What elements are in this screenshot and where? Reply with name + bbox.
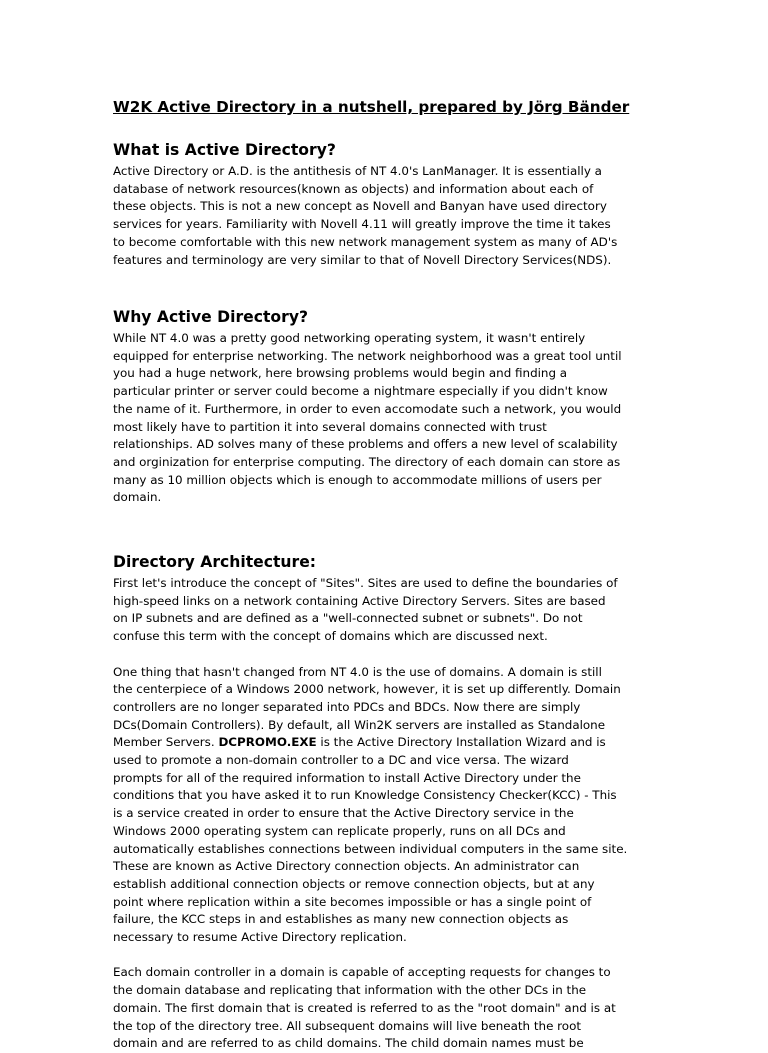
section-what-is-ad xyxy=(113,140,661,269)
document-title: W2K Active Directory in a nutshell, prepared by Jörg Bänder xyxy=(113,98,630,116)
section-paragraph: Active Directory or A.D. is the antithesis of NT 4.0's LanManager. It is essentially a database of network resources(known as objects) and information about each of these objects. This is not a new concept as Novell and Banyan have used directory services for years. Familiarity with Novell 4.11 will greatly improve the time it takes to become comfortable with this new network management system as many of AD's features and terminology are very similar to that of Novell Directory Services(NDS). xyxy=(113,164,618,267)
section-why-ad xyxy=(113,307,661,507)
paragraph-text: is the Active Directory Installation Wizard and is used to promote a non-domain controller to a DC and vice versa. The wizard prompts for all of the required information to install Active Directory under the conditions that you have asked it to run Knowledge Consistency Checker(KCC) - This is a service created in order to ensure that the Active Directory service in the Windows 2000 operating system can replicate properly, runs on all DCs and automatically establishes connections between individual computers in the same site. These are known as Active Directory connection objects. An administrator can establish additional connection objects or remove connection objects, but at any point where replication within a site becomes impossible or has a single point of failure, the KCC steps in and establishes as many new connection objects as necessary to resume Active Directory replication. xyxy=(113,735,628,945)
dcpromo-keyword: DCPROMO.EXE xyxy=(218,735,317,750)
section-paragraph xyxy=(113,664,661,947)
section-directory-architecture xyxy=(113,552,661,1053)
section-paragraph: Each domain controller in a domain is capable of accepting requests for changes to the domain database and replicating that information with the other DCs in the domain. The first domain that is created is referred to as the "root domain" and is at the top of the directory tree. All subsequent domains will live beneath the root domain and are referred to as child domains. The child domain names must be xyxy=(113,965,616,1051)
section-paragraph: While NT 4.0 was a pretty good networking operating system, it wasn't entirely equipped for enterprise networking. The network neighborhood was a great tool until you had a huge network, here browsing problems would begin and finding a particular printer or server could become a nightmare especially if you didn't know the name of it. Furthermore, in order to even accomodate such a network, you would most likely have to partition it into several domains connected with trust relationships. AD solves many of these problems and offers a new level of scalability and orginization for enterprise computing. The directory of each domain can store as many as 10 million objects which is enough to accommodate millions of users per domain. xyxy=(113,331,622,505)
section-heading: Why Active Directory? xyxy=(113,308,309,326)
section-heading: Directory Architecture: xyxy=(113,553,317,571)
paragraph-text: One thing that hasn't changed from NT 4.0 is the use of domains. A domain is still the centerpiece of a Windows 2000 network, however, it is set up differently. Domain controllers are no longer separated into PDCs and BDCs. Now there are simply DCs(Domain Controllers). By default, all Win2K servers are installed as Standalone Member Servers. xyxy=(113,664,621,750)
section-heading: What is Active Directory? xyxy=(113,141,336,159)
section-paragraph: First let's introduce the concept of "Sites". Sites are used to define the boundaries of high-speed links on a network containing Active Directory Servers. Sites are based on IP subnets and are defined as a "well-connected subnet or subnets". Do not confuse this term with the concept of domains which are discussed next. xyxy=(113,576,618,644)
